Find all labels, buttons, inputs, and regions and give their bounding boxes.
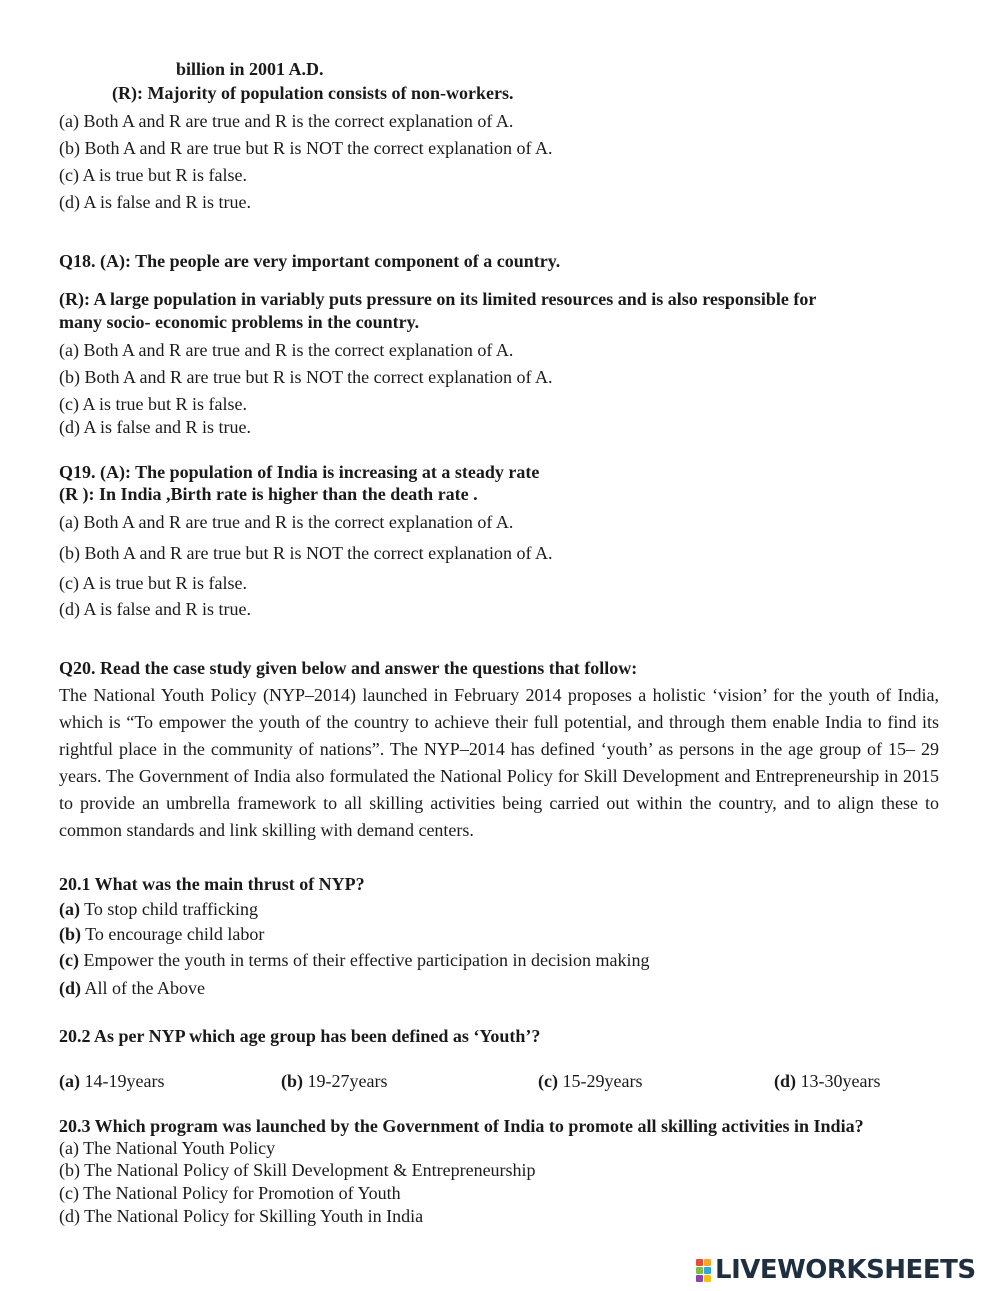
q20-2-option-d: (d) 13-30years <box>774 1071 881 1091</box>
logo-block <box>696 1267 703 1274</box>
liveworksheets-logo-text: LIVEWORKSHEETS <box>715 1255 976 1285</box>
q18-reason-line1: (R): A large population in variably puts pressure on its limited resources and is also responsible for <box>59 289 817 309</box>
q19-option-d: (d) A is false and R is true. <box>59 599 251 619</box>
q20-2-options-row <box>59 1070 959 1092</box>
q17-option-a: (a) Both A and R are true and R is the correct explanation of A. <box>59 111 514 131</box>
q18-option-c: (c) A is true but R is false. <box>59 394 247 414</box>
q20-3-option-a: (a) The National Youth Policy <box>59 1138 276 1158</box>
logo-block <box>696 1259 703 1266</box>
q18-option-b: (b) Both A and R are true but R is NOT the correct explanation of A. <box>59 367 553 387</box>
q20-1-option-c: (c) Empower the youth in terms of their effective participation in decision making <box>59 950 650 970</box>
q20-2-question: 20.2 As per NYP which age group has been defined as ‘Youth’? <box>59 1026 541 1046</box>
q17-assertion-continuation: billion in 2001 A.D. <box>176 59 324 79</box>
q20-1-option-d: (d) All of the Above <box>59 978 205 998</box>
q19-assertion: Q19. (A): The population of India is increasing at a steady rate <box>59 462 540 482</box>
liveworksheets-logo-icon <box>696 1259 711 1282</box>
q17-option-b: (b) Both A and R are true but R is NOT the correct explanation of A. <box>59 138 553 158</box>
q19-reason: (R ): In India ,Birth rate is higher than the death rate . <box>59 484 478 504</box>
logo-block <box>704 1267 711 1274</box>
q17-option-c: (c) A is true but R is false. <box>59 165 247 185</box>
q18-assertion: Q18. (A): The people are very important component of a country. <box>59 251 561 271</box>
q17-option-d: (d) A is false and R is true. <box>59 192 251 212</box>
logo-block <box>704 1259 711 1266</box>
q18-reason-line2: many socio- economic problems in the country. <box>59 312 420 332</box>
q20-2-option-a: (a) 14-19years <box>59 1071 165 1091</box>
liveworksheets-logo <box>696 1256 976 1284</box>
q18-option-a: (a) Both A and R are true and R is the correct explanation of A. <box>59 340 514 360</box>
q20-3-option-b: (b) The National Policy of Skill Development & Entrepreneurship <box>59 1160 536 1180</box>
logo-block <box>696 1275 703 1282</box>
q19-option-c: (c) A is true but R is false. <box>59 573 247 593</box>
q20-3-option-d: (d) The National Policy for Skilling Youth in India <box>59 1206 424 1226</box>
q18-option-d: (d) A is false and R is true. <box>59 417 251 437</box>
q20-heading: Q20. Read the case study given below and answer the questions that follow: <box>59 658 638 678</box>
q20-1-question: 20.1 What was the main thrust of NYP? <box>59 874 365 894</box>
q19-option-a: (a) Both A and R are true and R is the correct explanation of A. <box>59 512 514 532</box>
q20-3-question: 20.3 Which program was launched by the Government of India to promote all skilling activities in India? <box>59 1116 864 1136</box>
q20-1-option-a: (a) To stop child trafficking <box>59 899 259 919</box>
q20-1-option-b: (b) To encourage child labor <box>59 924 265 944</box>
q20-3-option-c: (c) The National Policy for Promotion of Youth <box>59 1183 401 1203</box>
q20-case-study-passage: The National Youth Policy (NYP–2014) launched in February 2014 proposes a holistic ‘vision’ for the youth of India, which is “To empower the youth of the country to achieve their full potential, and through them enable India to find its rightful place in the community of nations”. The NYP–2014 has defined ‘youth’ as persons in the age group of 15– 29 years. The Government of India also formulated the National Policy for Skill Development and Entrepreneurship in 2015 to provide an umbrella framework to all skilling activities being carried out within the country, and to align these to common standards and link skilling with demand centers. <box>59 685 939 840</box>
q20-2-option-b: (b) 19-27years <box>281 1071 388 1091</box>
q20-2-option-c: (c) 15-29years <box>538 1071 643 1091</box>
q19-option-b: (b) Both A and R are true but R is NOT the correct explanation of A. <box>59 543 553 563</box>
logo-block <box>704 1275 711 1282</box>
q17-reason: (R): Majority of population consists of non-workers. <box>112 83 514 103</box>
